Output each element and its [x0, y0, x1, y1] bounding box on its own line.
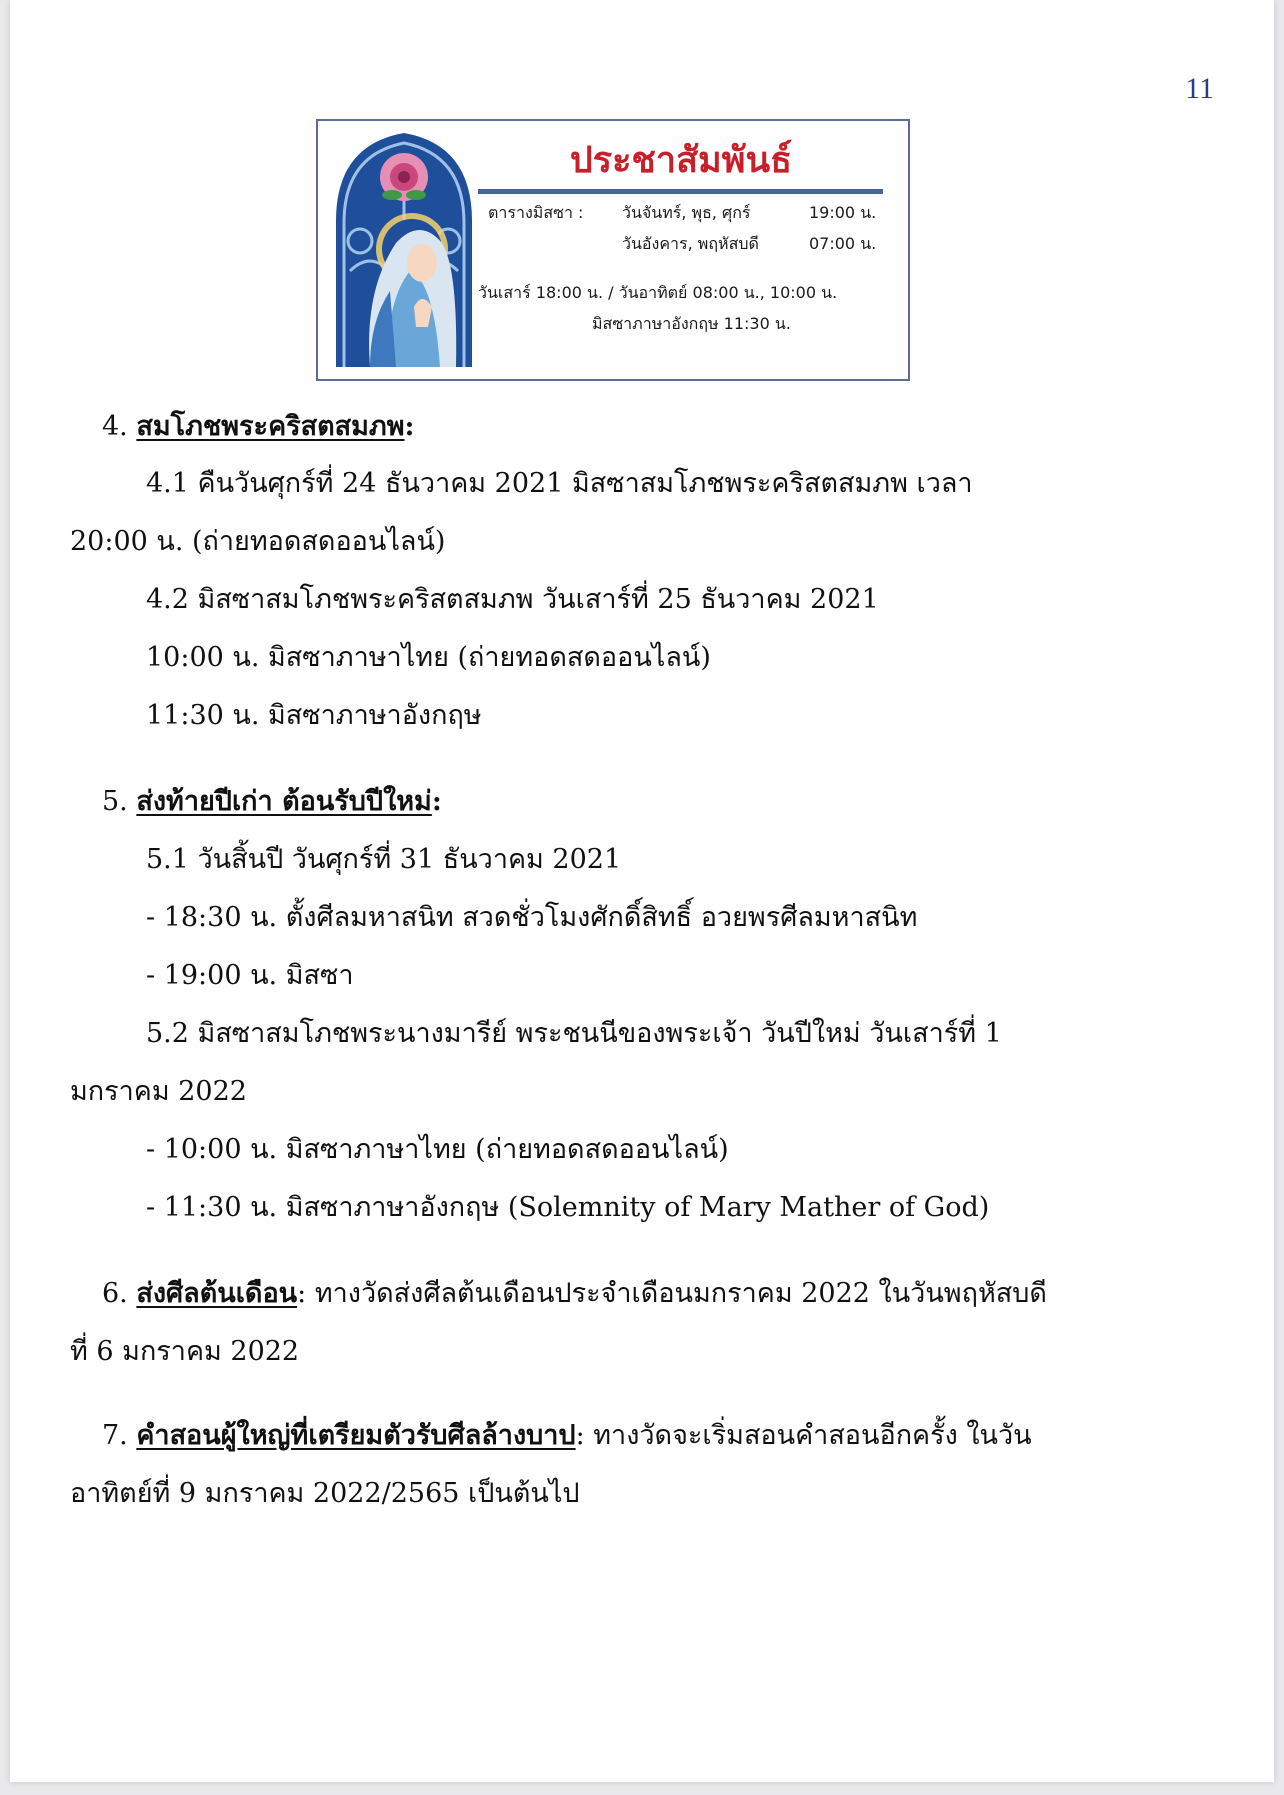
praying-mary-stained-glass-icon — [330, 131, 478, 369]
section-5-heading — [102, 787, 442, 817]
section-6-title: ส่งศีลต้นเดือน — [136, 1278, 298, 1309]
section-4-item-2-line-2: 10:00 น. มิสซาภาษาไทย (ถ่ายทอดสดออนไลน์) — [146, 642, 711, 673]
schedule-row2-time: 07:00 น. — [809, 234, 877, 253]
schedule-english-mass: มิสซาภาษาอังกฤษ 11:30 น. — [592, 314, 791, 333]
section-6-text-line-1: : ทางวัดส่งศีลต้นเดือนประจำเดือนมกราคม 2022 ในวันพฤหัสบดี — [297, 1278, 1047, 1309]
section-5-item-1-sub-2: - 19:00 น. มิสซา — [146, 960, 354, 991]
section-4-title: สมโภชพระคริสตสมภพ — [136, 411, 405, 442]
section-4-item-2-line-1: 4.2 มิสซาสมโภชพระคริสตสมภพ วันเสาร์ที่ 25 ธันวาคม 2021 — [146, 584, 879, 615]
section-5-item-2-sub-1: - 10:00 น. มิสซาภาษาไทย (ถ่ายทอดสดออนไลน์) — [146, 1134, 729, 1165]
section-7-number: 7. — [102, 1420, 128, 1451]
schedule-row1-days: วันจันทร์, พุธ, ศุกร์ — [622, 203, 751, 222]
schedule-row2-days: วันอังคาร, พฤหัสบดี — [622, 234, 759, 253]
section-5-title: ส่งท้ายปีเก่า ต้อนรับปีใหม่ — [136, 786, 432, 817]
section-6-text-line-2: ที่ 6 มกราคม 2022 — [70, 1336, 300, 1367]
section-4-number: 4. — [102, 411, 128, 442]
schedule-weekend: วันเสาร์ 18:00 น. / วันอาทิตย์ 08:00 น., 10:00 น. — [478, 283, 838, 302]
schedule-label: ตารางมิสซา : — [488, 203, 584, 222]
announcement-banner — [316, 119, 910, 381]
section-6-number: 6. — [102, 1278, 128, 1309]
schedule-row1-time: 19:00 น. — [809, 203, 877, 222]
section-4-item-2-line-3: 11:30 น. มิสซาภาษาอังกฤษ — [146, 700, 482, 731]
section-7-text-line-1: : ทางวัดจะเริ่มสอนคำสอนอีกครั้ง ในวัน — [575, 1420, 1032, 1451]
document-page — [10, 0, 1274, 1782]
section-5-item-1: 5.1 วันสิ้นปี วันศุกร์ที่ 31 ธันวาคม 2021 — [146, 844, 622, 875]
section-5-colon: : — [431, 786, 442, 817]
section-7-title: คำสอนผู้ใหญ่ที่เตรียมตัวรับศีลล้างบาป — [136, 1420, 576, 1451]
section-4-heading — [102, 412, 414, 442]
section-5-number: 5. — [102, 786, 128, 817]
section-6-line-1 — [102, 1279, 1047, 1309]
section-4-item-1-line-1: 4.1 คืนวันศุกร์ที่ 24 ธันวาคม 2021 มิสซาสมโภชพระคริสตสมภพ เวลา — [146, 468, 973, 499]
section-4-item-1-line-2: 20:00 น. (ถ่ายทอดสดออนไลน์) — [70, 526, 446, 557]
section-5-item-2-line-1: 5.2 มิสซาสมโภชพระนางมารีย์ พระชนนีของพระเจ้า วันปีใหม่ วันเสาร์ที่ 1 — [146, 1018, 1002, 1049]
banner-title: ประชาสัมพันธ์ — [569, 140, 793, 181]
section-4-colon: : — [404, 411, 415, 442]
section-5-item-1-sub-1: - 18:30 น. ตั้งศีลมหาสนิท สวดชั่วโมงศักดิ์สิทธิ์ อวยพรศีลมหาสนิท — [146, 902, 918, 933]
section-7-text-line-2: อาทิตย์ที่ 9 มกราคม 2022/2565 เป็นต้นไป — [70, 1478, 580, 1509]
banner-divider — [478, 189, 883, 194]
page-number: 11 — [1185, 72, 1214, 105]
section-5-item-2-line-2: มกราคม 2022 — [70, 1076, 247, 1107]
section-7-line-1 — [102, 1421, 1032, 1451]
section-5-item-2-sub-2: - 11:30 น. มิสซาภาษาอังกฤษ (Solemnity of Mary Mather of God) — [146, 1192, 990, 1223]
